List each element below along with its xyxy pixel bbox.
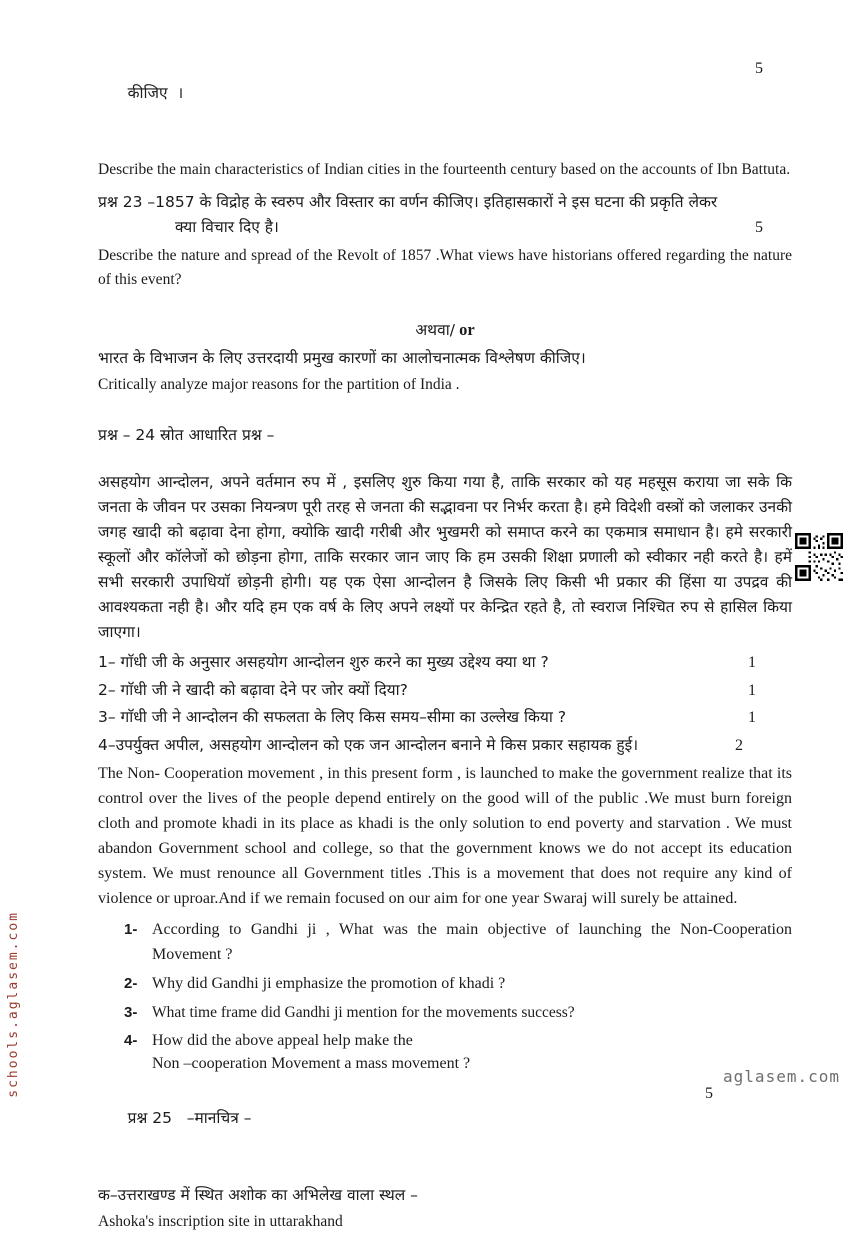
- or-divider-hindi: अथवा/: [415, 321, 455, 339]
- q23-hindi-line1: प्रश्न 23 –1857 के विद्रोह के स्वरुप और विस्तार का वर्णन कीजिए। इतिहासकारों ने इस घटना की प्रकृति लेकर: [98, 193, 718, 211]
- question-paper-body: [98, 56, 792, 1234]
- q25-heading-row: [98, 1081, 792, 1181]
- q24-english-q1-number: 1-: [124, 921, 138, 938]
- q24-hindi-q4-text: 4–उपर्युक्त अपील, असहयोग आन्दोलन को एक जन आन्दोलन बनाने मे किस प्रकार सहायक हुई।: [98, 735, 639, 754]
- q24-english-q3-text: What time frame did Gandhi ji mention for the movements success?: [152, 1004, 575, 1021]
- qr-code: [795, 531, 843, 583]
- q24-hindi-question-2: [98, 677, 792, 705]
- q25-hindi-text: क–उत्तराखण्ड में स्थित अशोक का अभिलेख वाला स्थल –: [98, 1186, 418, 1204]
- q24-heading: प्रश्न – 24 स्रोत आधारित प्रश्न –: [98, 426, 275, 444]
- q24-english-q4-text-line2: Non –cooperation Movement a mass movement ?: [152, 1055, 471, 1072]
- q25-heading: प्रश्न 25 –मानचित्र –: [127, 1109, 252, 1127]
- q24-hindi-q3-marks: 1: [748, 709, 756, 726]
- q24-english-q3-number: 3-: [124, 1004, 138, 1021]
- q22-marks: 5: [755, 60, 763, 77]
- q24-english-question-1: [98, 917, 792, 967]
- q24-english-q4-number: 4-: [124, 1032, 138, 1049]
- q24-hindi-q1-text: 1– गाॅधी जी के अनुसार असहयोग आन्दोलन शुरु करने का मुख्य उद्देश्य क्या था ?: [98, 653, 549, 671]
- or-divider-english: or: [454, 320, 475, 339]
- q22-hindi-tail: कीजिए ।: [127, 84, 184, 102]
- q25-english-text: Ashoka's inscription site in uttarakhand: [98, 1213, 343, 1230]
- q24-english-q1-text: According to Gandhi ji , What was the main objective of launching the Non-Cooperation Movement ?: [152, 921, 792, 963]
- q24-hindi-question-4: [98, 732, 792, 760]
- q22-hindi-tail-row: [98, 56, 792, 156]
- q24-english-question-2: [98, 971, 792, 996]
- q24-english-question-4: [98, 1029, 792, 1075]
- q24-hindi-q4-marks: 2: [735, 736, 743, 754]
- q24-english-q2-number: 2-: [124, 975, 138, 992]
- q24-hindi-q2-text: 2– गाॅधी जी ने खादी को बढ़ावा देने पर जोर क्यों दिया?: [98, 680, 408, 699]
- q24-english-q2-text: Why did Gandhi ji emphasize the promotion of khadi ?: [152, 975, 506, 992]
- q24-hindi-question-1: [98, 649, 792, 677]
- q24-hindi-q3-text: 3– गाॅधी जी ने आन्दोलन की सफलता के लिए किस समय–सीमा का उल्लेख किया ?: [98, 708, 567, 726]
- q24-english-q4-text: How did the above appeal help make the: [152, 1032, 413, 1049]
- q24-hindi-q2-marks: 1: [748, 681, 756, 699]
- q23-hindi-line2: क्या विचार दिए है।: [175, 218, 279, 236]
- or-divider: [98, 318, 792, 340]
- watermark-schools-aglasem: schools.aglasem.com: [6, 911, 21, 1098]
- q24-english-question-3: [98, 1000, 792, 1025]
- q22-english-text: Describe the main characteristics of Indian cities in the fourteenth century based on the accounts of Ibn Battuta.: [98, 161, 791, 178]
- q23-alt-hindi: भारत के विभाजन के लिए उत्तरदायी प्रमुख कारणों का आलोचनात्मक विश्लेषण कीजिए।: [98, 349, 586, 367]
- q23-alt-english: Critically analyze major reasons for the partition of India .: [98, 376, 460, 393]
- q24-english-passage: The Non- Cooperation movement , in this present form , is launched to make the government realize that its control over the lives of the people depend entirely on the good will of the public .We must burn foreign cloth and promote khadi in its place as khadi is the only solution to end poverty and starvation . We must abandon Government school and college, so that the government knows we do not accept its education system. We must renounce all Government titles .This is a movement that does not require any kind of violence or uproar.And if we remain focused on our aim for one year Swaraj will surely be attained.: [98, 765, 792, 907]
- q23-english-text: Describe the nature and spread of the Revolt of 1857 .What views have historians offered regarding the nature of this event?: [98, 247, 792, 288]
- q24-hindi-question-3: [98, 704, 792, 732]
- q24-english-questions: [98, 917, 792, 1075]
- q25-marks: 5: [705, 1085, 713, 1102]
- watermark-aglasem: aglasem.com: [723, 1067, 840, 1086]
- q23-marks: 5: [755, 219, 763, 236]
- q23-hindi-line2-row: [98, 215, 792, 240]
- q24-hindi-q1-marks: 1: [748, 654, 756, 671]
- q24-hindi-passage: असहयोग आन्दोलन, अपने वर्तमान रुप में , इसलिए शुरु किया गया है, ताकि सरकार को यह महसूस कराया जा सके कि जनता के जीवन पर उसका नियन्त्रण पूरी तरह से जनता की सद्भावना पर निर्भर करता है। हमे विदेशी वस्त्रों को जलाकर उनकी जगह खादी को बढ़ावा देना होगा, क्योकि खादी गरीबी और भुखमरी को समाप्त करने का एकमात्र समाधान है। हमे सरकारी स्कूलों और कॉलेजों को छोड़ना होगा, ताकि सरकार जान जाए कि हम उसकी शिक्षा प्रणाली को स्वीकार नही करते है। हमें सभी सरकारी उपाधियाॅ छोड़नी होगी। यह एक ऐसा आन्दोलन है जिसके लिए किसी भी प्रकार की हिंसा या उपद्रव की आवश्यकता नही है। और यदि हम एक वर्ष के लिए अपने लक्ष्यों पर केन्द्रित रहते है, तो स्वराज निश्चित रुप से हासिल किया जाएगा।: [98, 473, 792, 641]
